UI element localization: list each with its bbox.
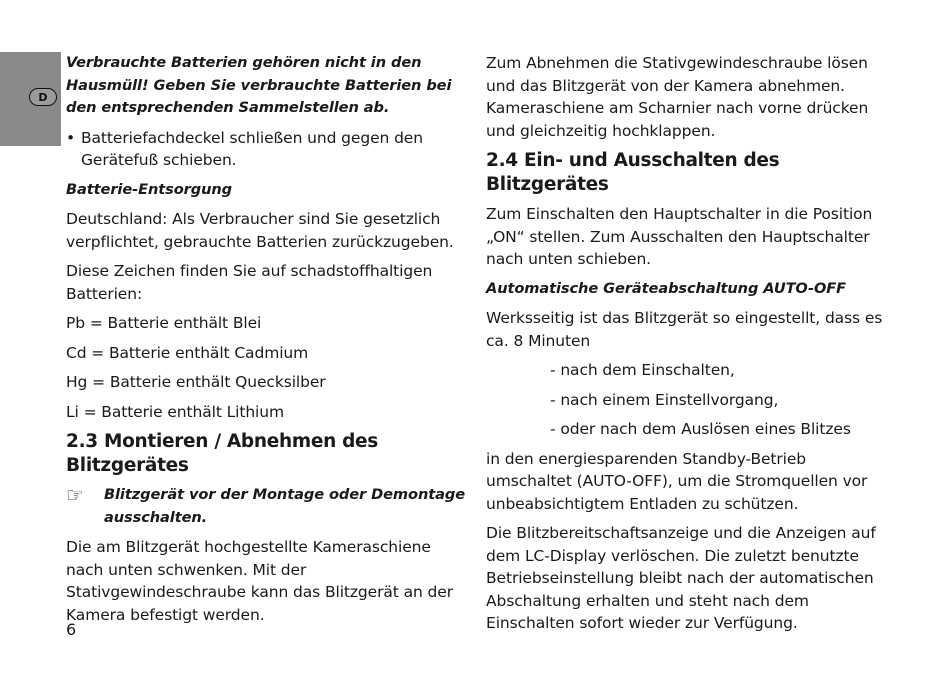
mercury-line: Hg = Batterie enthält Quecksilber bbox=[66, 373, 326, 391]
note-text: Blitzgerät vor der Montage oder Demontage ausschalten. bbox=[104, 486, 466, 526]
bullet-item bbox=[66, 127, 471, 172]
mount-paragraph: Die am Blitzgerät hochgestellte Kameraschiene nach unten schwenken. Mit der Stativgewindeschraube kann das Blitzgerät an der Kamera befestigt werden. bbox=[66, 538, 453, 624]
battery-warning: Verbrauchte Batterien gehören nicht in den Hausmüll! Geben Sie verbrauchte Batterien bei den entsprechenden Sammelstellen ab. bbox=[66, 54, 452, 116]
section-title-onoff: 2.4 Ein- und Ausschalten des Blitzgerätes bbox=[486, 150, 780, 195]
dash-item: - nach dem Einschalten, bbox=[550, 361, 735, 379]
signs-intro: Diese Zeichen finden Sie auf schadstoffhaltigen Batterien: bbox=[66, 262, 433, 303]
germany-paragraph: Deutschland: Als Verbraucher sind Sie gesetzlich verpflichtet, gebrauchte Batterien zurückzugeben. bbox=[66, 210, 454, 251]
dash-item: - oder nach dem Auslösen eines Blitzes bbox=[550, 420, 851, 438]
bullet-text: Batteriefachdeckel schließen und gegen den Gerätefuß schieben. bbox=[81, 128, 423, 169]
left-column bbox=[66, 52, 471, 633]
auto-off-heading: Automatische Geräteabschaltung AUTO-OFF bbox=[486, 279, 846, 297]
page-number: 6 bbox=[66, 620, 77, 639]
factory-paragraph: Werksseitig ist das Blitzgerät so eingestellt, dass es ca. 8 Minuten bbox=[486, 309, 883, 350]
cadmium-line: Cd = Batterie enthält Cadmium bbox=[66, 343, 309, 362]
standby-paragraph: in den energiesparenden Standby-Betrieb umschaltet (AUTO-OFF), um die Stromquellen vor unbeabsichtigtem Entladen zu schützen. bbox=[486, 449, 868, 513]
onoff-paragraph: Zum Einschalten den Hauptschalter in die Position „ON“ stellen. Zum Ausschalten den Hauptschalter nach unten schieben. bbox=[486, 205, 873, 268]
section-title-mounting: 2.3 Montieren / Abnehmen des Blitzgerätes bbox=[66, 431, 378, 476]
right-column bbox=[486, 52, 886, 642]
lithium-line: Li = Batterie enthält Lithium bbox=[66, 402, 284, 421]
lead-line: Pb = Batterie enthält Blei bbox=[66, 314, 262, 332]
display-paragraph: Die Blitzbereitschaftsanzeige und die Anzeigen auf dem LC-Display verlöschen. Die zuletzt benutzte Betriebseinstellung bleibt nach der automatischen Abschaltung erhalten und steht nach dem Einschalten sofort wieder zur Verfügung. bbox=[486, 524, 876, 632]
pointing-hand-icon: ☞ bbox=[66, 483, 84, 507]
dash-item: - nach einem Einstellvorgang, bbox=[550, 390, 779, 409]
disposal-heading: Batterie-Entsorgung bbox=[66, 180, 232, 198]
remove-paragraph: Zum Abnehmen die Stativgewindeschraube lösen und das Blitzgerät von der Kamera abnehmen. Kameraschiene am Scharnier nach vorne drücken und gleichzeitig hochklappen. bbox=[486, 54, 869, 140]
language-badge: D bbox=[29, 88, 57, 106]
note-item bbox=[66, 484, 471, 529]
bullet-dot-icon: • bbox=[66, 128, 76, 147]
